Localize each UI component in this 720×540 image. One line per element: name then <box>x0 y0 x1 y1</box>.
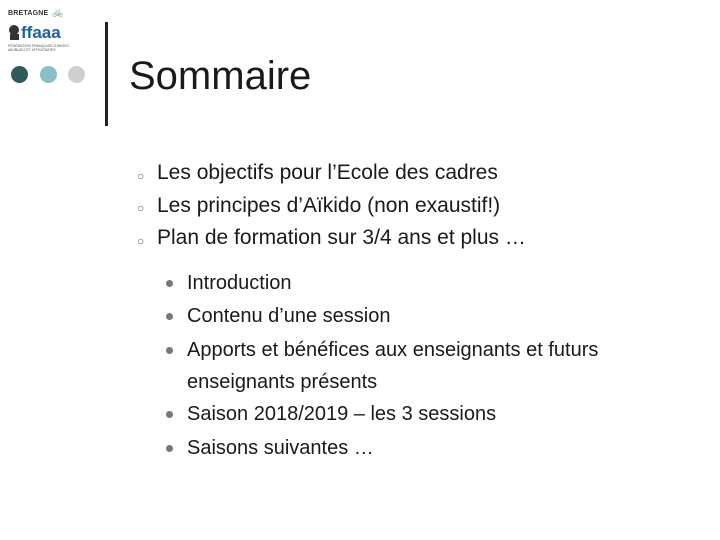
cyclist-icon: 🚲 <box>52 7 64 17</box>
federation-logo <box>6 4 74 60</box>
list-item: Les principes d’Aïkido (non exaustif!) <box>157 194 501 217</box>
ffaaa-mark-icon <box>8 21 70 41</box>
list-item: Les objectifs pour l’Ecole des cadres <box>157 161 498 184</box>
sub-list-item: Saison 2018/2019 – les 3 sessions <box>187 403 497 425</box>
light-teal-dot <box>40 66 57 83</box>
logo-org-text: FÉDÉRATION FRANÇAISE D'AIKIDO AIKIBUDO ET AFFINITAIRES <box>8 44 69 53</box>
logo-region-text: BRETAGNE <box>8 10 49 17</box>
slide-title: Sommaire <box>129 54 312 98</box>
ring-bullet-icon: ○ <box>137 169 145 183</box>
dot-bullet-icon <box>166 347 173 354</box>
sub-list-item: Contenu d’une session <box>187 305 391 327</box>
list-item: Plan de formation sur 3/4 ans et plus … <box>157 226 526 249</box>
dot-bullet-icon <box>166 445 173 452</box>
sub-list-item: Saisons suivantes … <box>187 437 374 459</box>
grey-dot <box>68 66 85 83</box>
logo-mark-text: ffaaa <box>21 23 61 41</box>
dot-bullet-icon <box>166 411 173 418</box>
ring-bullet-icon: ○ <box>137 201 145 215</box>
dot-bullet-icon <box>166 280 173 287</box>
sub-list-item: Introduction <box>187 272 292 294</box>
decorative-dots <box>11 66 101 84</box>
dot-bullet-icon <box>166 313 173 320</box>
title-divider <box>105 22 108 126</box>
dark-teal-dot <box>11 66 28 83</box>
sub-list-item: Apports et bénéfices aux enseignants et futurs enseignants présents <box>187 339 599 393</box>
ring-bullet-icon: ○ <box>137 234 145 248</box>
